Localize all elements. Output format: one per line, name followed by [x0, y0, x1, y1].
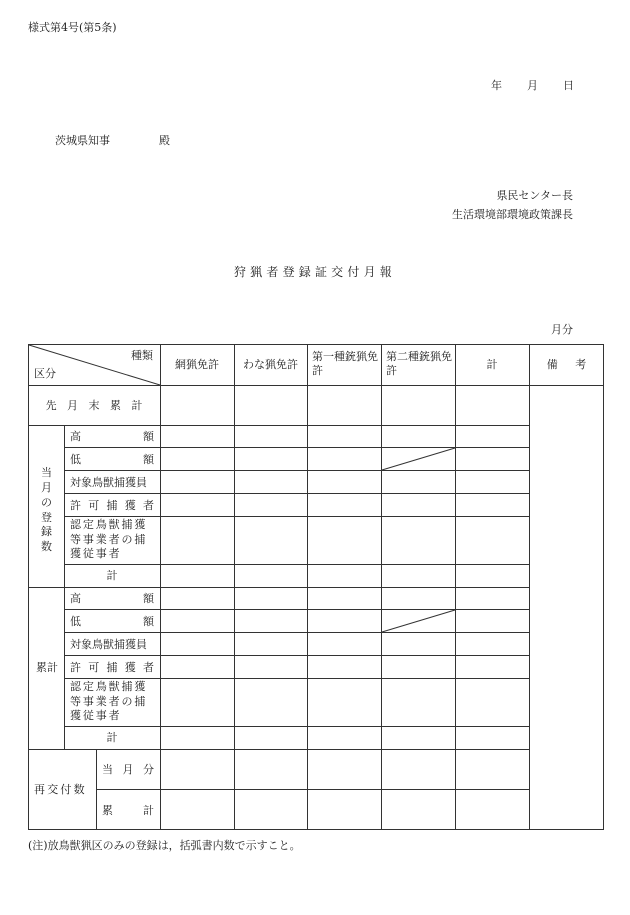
col-header-total: 計 — [486, 358, 498, 371]
date-month-label: 月 — [527, 79, 538, 92]
row-reissue-month: 当月分 — [102, 763, 154, 776]
addressee-honorific: 殿 — [159, 134, 170, 147]
col-header-remarks: 備考 — [546, 358, 604, 371]
sender-1: 県民センター長 — [496, 189, 573, 202]
footnote: (注)放鳥獣猟区のみの登録は，括弧書内数で示すこと。 — [28, 839, 301, 852]
corner-type-label: 種類 — [131, 349, 153, 362]
addressee-name: 茨城県知事 — [55, 134, 110, 147]
row-target: 対象鳥獣捕獲員 — [70, 476, 147, 489]
group-reissue-label: 再交付数 — [34, 783, 87, 796]
col-header-net: 網猟免許 — [175, 358, 219, 371]
row-low: 低額 — [70, 615, 154, 628]
sender-2: 生活環境部環境政策課長 — [452, 208, 573, 221]
group-cumulative-label: 累計 — [36, 661, 58, 674]
row-permit: 許可捕獲者 — [70, 661, 154, 674]
row-reissue-cumulative: 累計 — [102, 804, 154, 817]
document-title: 狩猟者登録証交付月報 — [233, 265, 396, 279]
row-low: 低額 — [70, 453, 154, 466]
date-year-label: 年 — [491, 79, 502, 92]
row-target: 対象鳥獣捕獲員 — [70, 638, 147, 651]
date-day-label: 日 — [563, 79, 574, 92]
group-monthly-label: 当月の登録数 — [41, 466, 52, 554]
row-certified: 認定鳥獣捕獲等事業者の捕獲従事者 — [70, 680, 148, 723]
row-subtotal: 計 — [106, 731, 118, 744]
corner-category-label: 区分 — [34, 367, 56, 380]
row-certified: 認定鳥獣捕獲等事業者の捕獲従事者 — [70, 518, 148, 561]
col-header-trap: わな猟免許 — [243, 358, 298, 371]
month-label: 月分 — [551, 323, 573, 336]
row-high: 高額 — [70, 592, 154, 605]
row-subtotal: 計 — [106, 569, 118, 582]
col-header-gun2: 第二種銃猟免許 — [386, 350, 452, 378]
col-header-gun1: 第一種銃猟免許 — [312, 350, 378, 378]
row-high: 高額 — [70, 430, 154, 443]
row-permit: 許可捕獲者 — [70, 499, 154, 512]
row-previous-total: 先月末累計 — [45, 399, 153, 412]
form-number: 様式第4号(第5条) — [28, 21, 117, 34]
